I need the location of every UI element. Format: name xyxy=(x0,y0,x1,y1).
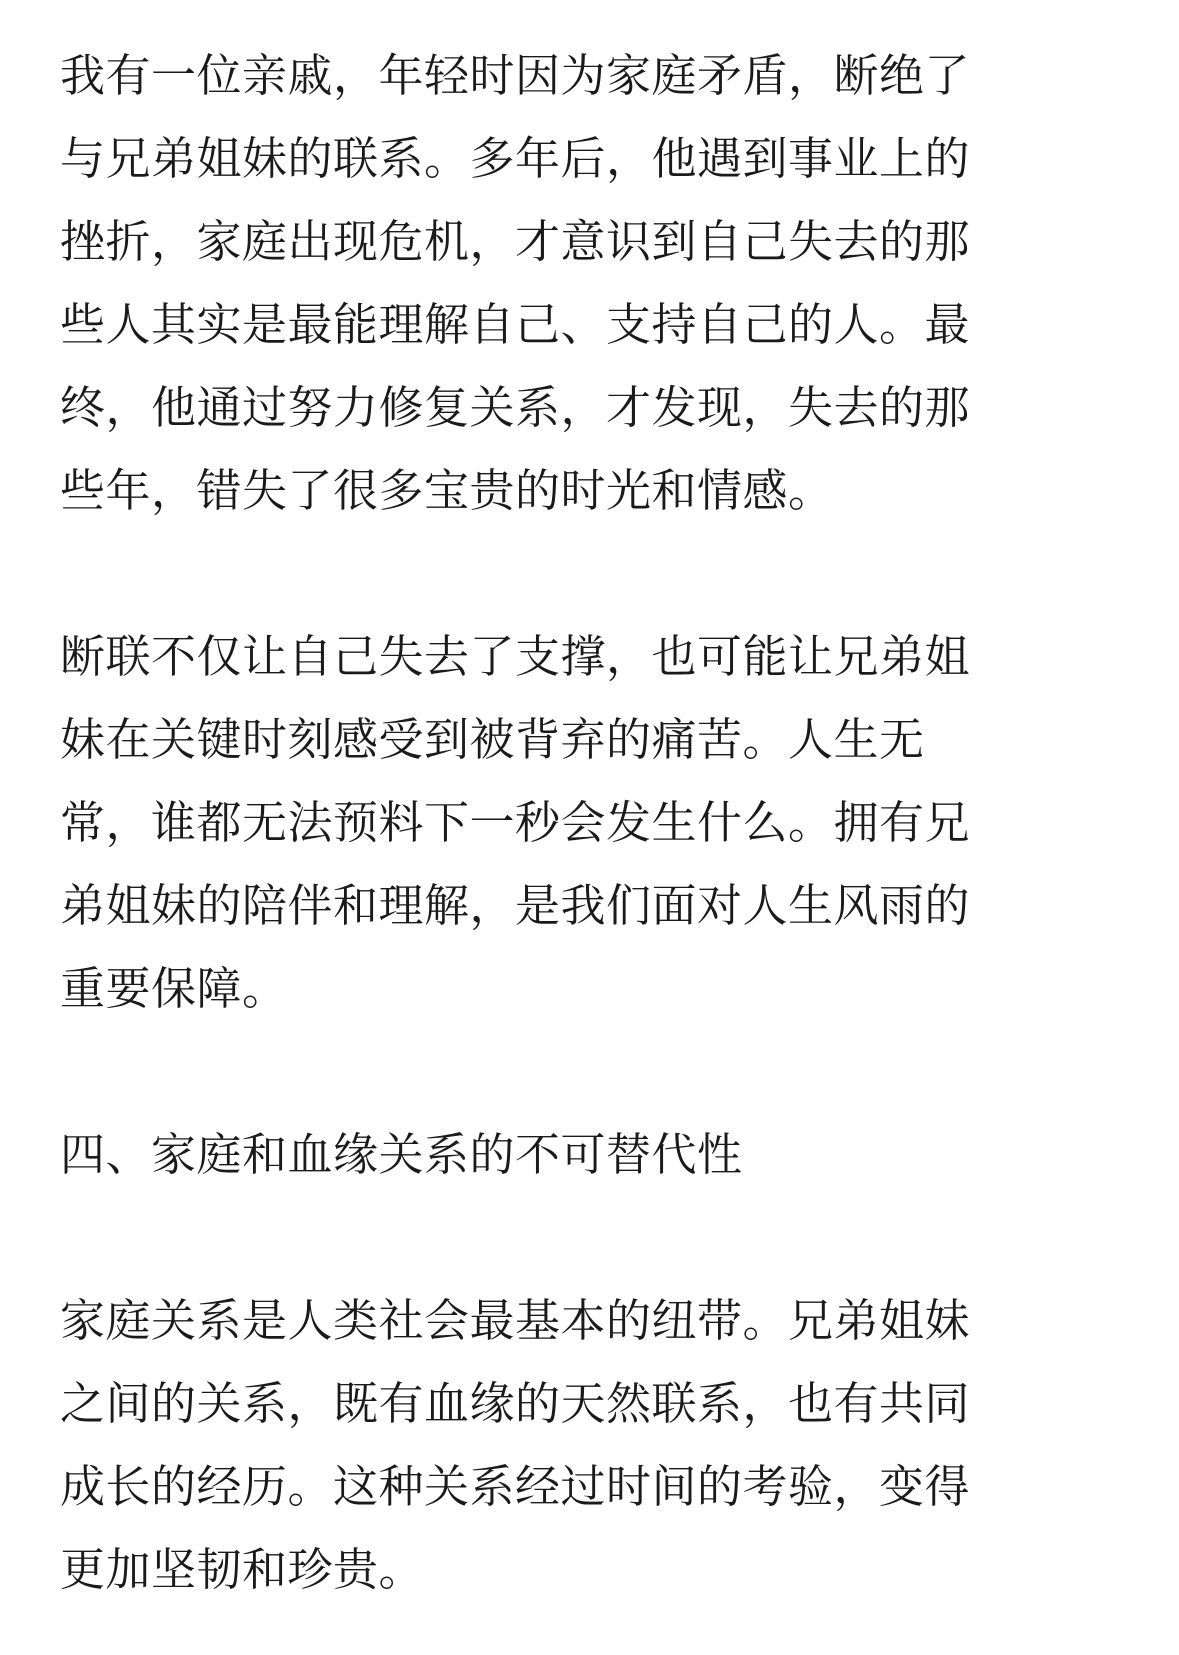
text-line: 我有一位亲戚，年轻时因为家庭矛盾，断绝了 xyxy=(60,49,971,102)
text-line: 些人其实是最能理解自己、支持自己的人。最 xyxy=(60,298,971,351)
text-line: 妹在关键时刻感受到被背弃的痛苦。人生无 xyxy=(60,713,925,766)
text-line: 家庭关系是人类社会最基本的纽带。兄弟姐妹 xyxy=(60,1294,971,1347)
text-line: 与兄弟姐妹的联系。多年后，他遇到事业上的 xyxy=(60,132,971,185)
text-line: 重要保障。 xyxy=(60,962,288,1015)
text-line: 之间的关系，既有血缘的天然联系，也有共同 xyxy=(60,1377,971,1430)
text-line: 更加坚韧和珍贵。 xyxy=(60,1543,425,1596)
text-line: 成长的经历。这种关系经过时间的考验，变得 xyxy=(60,1460,971,1513)
text-line: 挫折，家庭出现危机，才意识到自己失去的那 xyxy=(60,215,971,268)
text-line: 常，谁都无法预料下一秒会发生什么。拥有兄 xyxy=(60,796,971,849)
paragraph-relative-story xyxy=(60,34,1060,532)
paragraph-disconnection xyxy=(60,615,1060,1030)
heading-text: 四、家庭和血缘关系的不可替代性 xyxy=(60,1128,743,1181)
text-line: 弟姐妹的陪伴和理解，是我们面对人生风雨的 xyxy=(60,879,971,932)
text-line: 断联不仅让自己失去了支撑，也可能让兄弟姐 xyxy=(60,630,971,683)
text-line: 些年，错失了很多宝贵的时光和情感。 xyxy=(60,464,834,517)
text-line: 终，他通过努力修复关系，才发现，失去的那 xyxy=(60,381,971,434)
article-body xyxy=(60,34,1060,1611)
section-heading xyxy=(60,1113,1060,1196)
paragraph-family-bond xyxy=(60,1279,1060,1611)
